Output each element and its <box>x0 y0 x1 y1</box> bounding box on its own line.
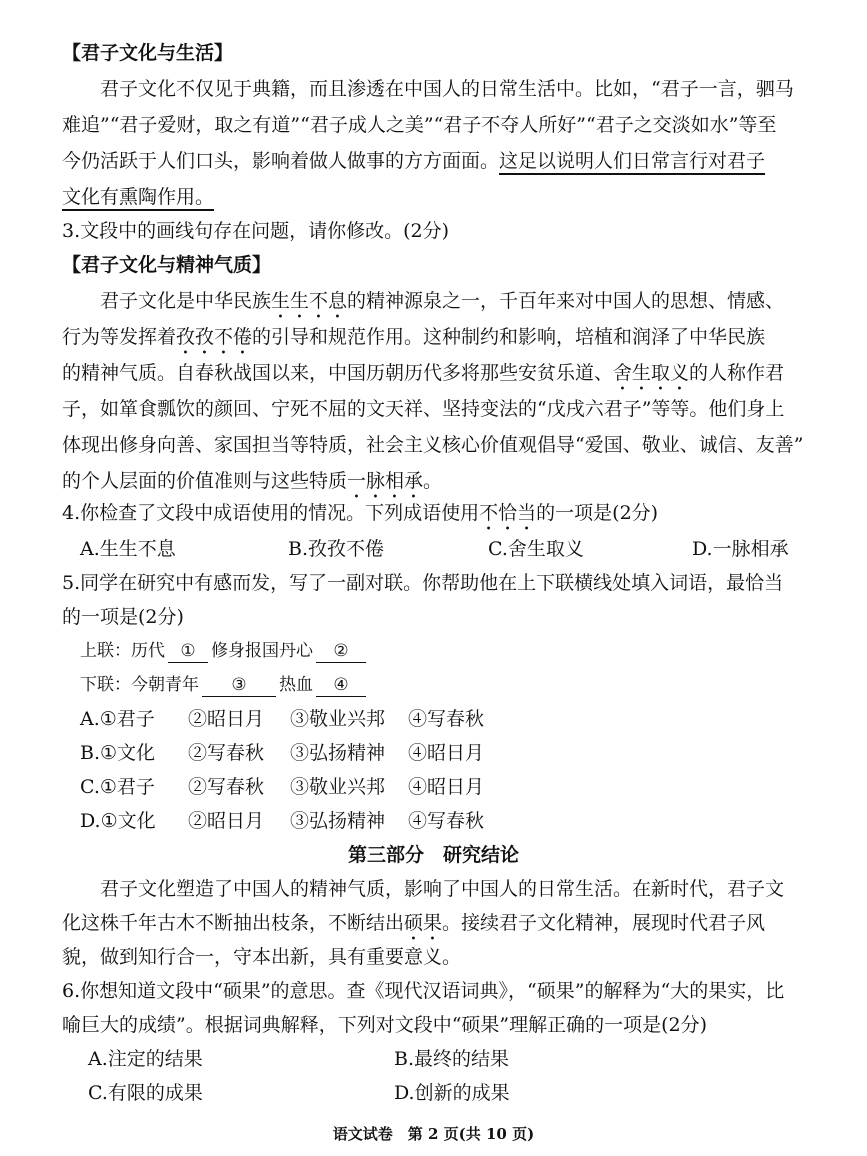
q5-option-d-part2: ②昭日月 <box>188 810 265 832</box>
paragraph-line <box>62 324 765 359</box>
underlined-sentence: 文化有熏陶作用。 <box>62 186 215 208</box>
dotted-idiom: 一脉相承 <box>347 470 424 492</box>
q5-option-c-part3: ③敬业兴邦 <box>290 776 386 798</box>
paragraph-text: 的个人层面的价值准则与这些特质 <box>62 470 348 492</box>
paragraph-text: 的精神气质。自春秋战国以来，中国历朝历代多将那些安贫乐道、 <box>62 362 614 384</box>
paragraph-line <box>62 468 442 503</box>
dotted-emphasis: 不恰当 <box>479 502 537 524</box>
couplet-upper <box>80 638 369 664</box>
q5-option-a-part3: ③敬业兴邦 <box>290 708 386 730</box>
q5-option-d-part4: ④写春秋 <box>408 810 485 832</box>
q5-option-c-part2: ②写春秋 <box>188 776 265 798</box>
couplet-text: 热血 <box>279 675 313 695</box>
paragraph-text: 行为等发挥着 <box>62 326 177 348</box>
q5-option-a-part1[interactable]: A.①君子 <box>80 708 155 730</box>
q6-option-c[interactable]: C.有限的成果 <box>88 1082 203 1104</box>
section-heading-life: 【君子文化与生活】 <box>62 42 234 64</box>
paragraph-line: 君子文化塑造了中国人的精神气质，影响了中国人的日常生活。在新时代，君子文 <box>100 878 785 900</box>
paragraph-line <box>62 910 765 945</box>
q6-option-a[interactable]: A.注定的结果 <box>88 1048 203 1070</box>
question-6-stem: 6.你想知道文段中“硕果”的意思。查《现代汉语词典》，“硕果”的解释为“大的果实，比 <box>62 980 785 1002</box>
paragraph-line <box>62 148 765 174</box>
q5-option-b-part1[interactable]: B.①文化 <box>80 742 156 764</box>
q4-option-c[interactable]: C.舍生取义 <box>488 538 584 560</box>
blank-1[interactable]: ① <box>168 640 208 663</box>
blank-2[interactable]: ② <box>316 640 366 663</box>
paragraph-line <box>62 360 784 395</box>
question-text: 4.你检查了文段中成语使用的情况。下列成语使用 <box>62 502 480 524</box>
paragraph-line <box>62 184 214 210</box>
question-5-stem: 5.同学在研究中有感而发，写了一副对联。你帮助他在上下联横线处填入词语，最恰当 <box>62 572 784 594</box>
q5-option-b-part4: ④昭日月 <box>408 742 485 764</box>
blank-4[interactable]: ④ <box>316 674 366 697</box>
q5-option-d-part3: ③弘扬精神 <box>290 810 386 832</box>
paragraph-text: 的引导和规范作用。这种制约和影响，培植和润泽了中华民族 <box>252 326 766 348</box>
dotted-idiom: 孜孜不倦 <box>176 326 253 348</box>
paragraph-line: 貌，做到知行合一，守本出新，具有重要意义。 <box>62 946 462 968</box>
q5-option-c-part1[interactable]: C.①君子 <box>80 776 155 798</box>
couplet-text: 下联：今朝青年 <box>80 675 199 695</box>
question-text: 的一项是(2分) <box>536 502 659 524</box>
paragraph-text: 。接续君子文化精神，展现时代君子风 <box>442 912 766 934</box>
q5-option-b-part3: ③弘扬精神 <box>290 742 386 764</box>
paragraph-text: 化这株千年古木不断抽出枝条，不断结出 <box>62 912 405 934</box>
dotted-idiom: 舍生取义 <box>613 362 690 384</box>
q4-option-a[interactable]: A.生生不息 <box>80 538 176 560</box>
paragraph-text: 。 <box>423 470 443 492</box>
part3-title: 第三部分 研究结论 <box>347 844 519 866</box>
q5-option-d-part1[interactable]: D.①文化 <box>80 810 156 832</box>
section-heading-spirit: 【君子文化与精神气质】 <box>62 254 272 276</box>
paragraph-line: 君子文化不仅见于典籍，而且渗透在中国人的日常生活中。比如，“君子一言，驷马 <box>100 78 794 100</box>
dotted-idiom: 生生不息 <box>271 290 348 312</box>
q6-option-b[interactable]: B.最终的结果 <box>394 1048 510 1070</box>
q4-option-b[interactable]: B.孜孜不倦 <box>288 538 385 560</box>
q6-option-d[interactable]: D.创新的成果 <box>394 1082 510 1104</box>
question-6-stem: 喻巨大的成绩”。根据词典解释，下列对文段中“硕果”理解正确的一项是(2分) <box>62 1014 708 1036</box>
paragraph-text: 的精神源泉之一，千百年来对中国人的思想、情感、 <box>347 290 785 312</box>
blank-3[interactable]: ③ <box>202 674 276 697</box>
question-3: 3.文段中的画线句存在问题，请你修改。(2分) <box>62 220 450 242</box>
paragraph-text: 今仍活跃于人们口头，影响着做人做事的方方面面。 <box>62 150 500 172</box>
paragraph-line: 子，如箪食瓢饮的颜回、宁死不屈的文天祥、坚持变法的“戊戌六君子”等等。他们身上 <box>62 398 785 420</box>
q5-option-a-part4: ④写春秋 <box>408 708 485 730</box>
q5-option-a-part2: ②昭日月 <box>188 708 265 730</box>
couplet-text: 修身报国丹心 <box>211 641 313 661</box>
q4-option-d[interactable]: D.一脉相承 <box>692 538 789 560</box>
underlined-sentence: 这足以说明人们日常言行对君子 <box>499 150 766 172</box>
paragraph-line: 难追”“君子爱财，取之有道”“君子成人之美”“君子不夺人所好”“君子之交淡如水”等至 <box>62 114 777 136</box>
paragraph-text: 的人称作君 <box>689 362 785 384</box>
q5-option-b-part2: ②写春秋 <box>188 742 265 764</box>
q5-option-c-part4: ④昭日月 <box>408 776 485 798</box>
couplet-text: 上联：历代 <box>80 641 165 661</box>
page-footer: 语文试卷 第 2 页(共 10 页) <box>332 1125 535 1143</box>
paragraph-text: 君子文化是中华民族 <box>100 290 272 312</box>
paragraph-line <box>100 288 784 323</box>
dotted-word: 硕果 <box>404 912 443 934</box>
paragraph-line: 体现出修身向善、家国担当等特质，社会主义核心价值观倡导“爱国、敬业、诚信、友善” <box>62 434 804 456</box>
question-4-stem <box>62 500 658 535</box>
couplet-lower <box>80 672 369 698</box>
question-5-stem: 的一项是(2分) <box>62 606 184 628</box>
